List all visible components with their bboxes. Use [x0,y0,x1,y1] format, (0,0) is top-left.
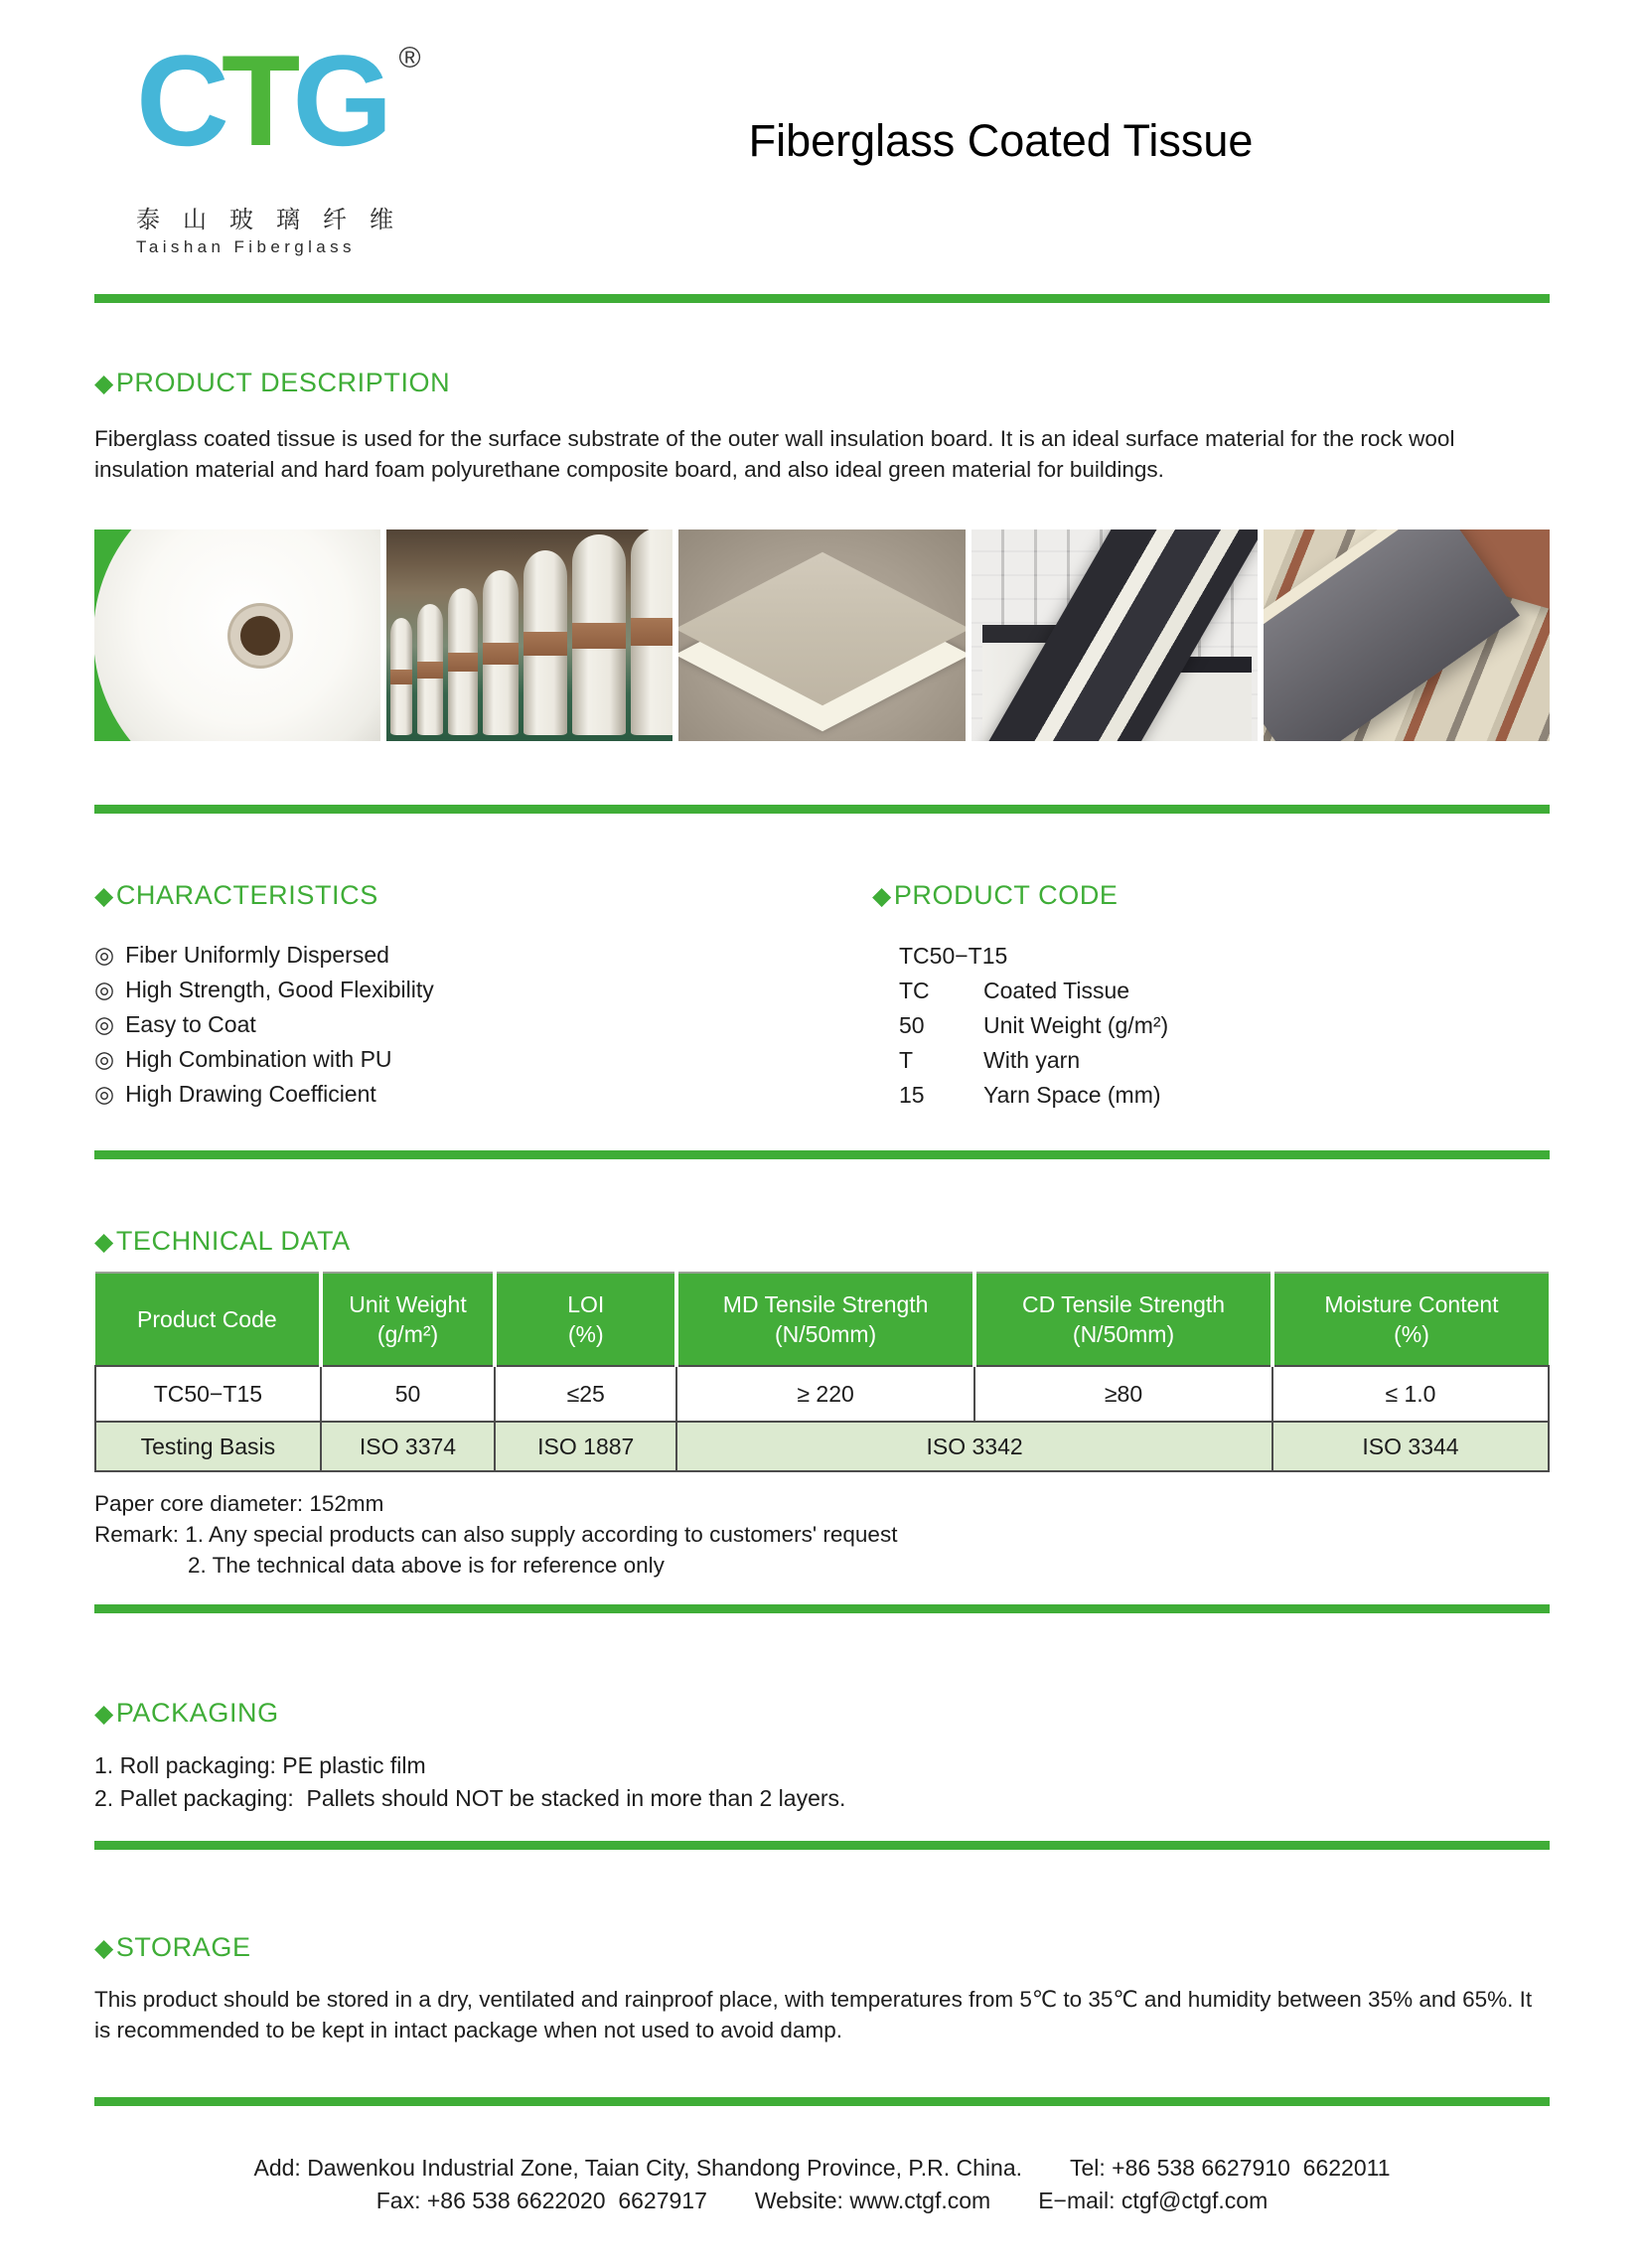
column-header-unit-weight: Unit Weight (g/m²) [321,1273,496,1366]
characteristic-item: ◎ High Combination with PU [94,1042,872,1077]
footer-line-2 [94,2185,1550,2217]
page-title: Fiberglass Coated Tissue [748,115,1254,166]
datasheet-page [0,28,1643,2217]
cell-testing-basis-label: Testing Basis [95,1422,321,1471]
section-heading-storage [94,1931,1550,1964]
registered-mark-icon: ® [398,42,421,75]
cell-iso-3374: ISO 3374 [321,1422,496,1471]
page-header [94,28,1550,258]
photo-boards-close-up [1264,529,1550,741]
product-code-row: 15 Yarn Space (mm) [899,1082,1161,1108]
photo-strip [94,529,1550,741]
logo-letter-c: C [136,28,222,173]
divider [94,805,1550,814]
table-data-row [95,1366,1549,1422]
heading-label: STORAGE [115,1932,251,1962]
footer-website: Website: www.ctgf.com [754,2188,991,2213]
product-code-row: T With yarn [899,1047,1081,1073]
characteristic-item: ◎ Fiber Uniformly Dispersed [94,938,872,973]
characteristic-item: ◎ High Drawing Coefficient [94,1077,872,1112]
characteristics-list [94,938,872,1112]
diamond-icon: ◆ [94,882,114,910]
product-description-text: Fiberglass coated tissue is used for the surface substrate of the outer wall insulation board. It is an ideal surface material for the rock wool insulation material and hard foam polyurethane composite board, and also ideal green material for buildings. [94,426,1455,482]
cell-iso-1887: ISO 1887 [495,1422,676,1471]
diamond-icon: ◆ [94,1700,114,1728]
heading-label: PRODUCT CODE [893,880,1119,910]
column-header-loi: LOI (%) [495,1273,676,1366]
cell-iso-3342: ISO 3342 [676,1422,1272,1471]
logo-letter-g: G [292,28,385,173]
section-heading-packaging [94,1697,1550,1730]
board-wedge-shape [1264,529,1520,741]
divider [94,2097,1550,2106]
cell-moisture: ≤ 1.0 [1272,1366,1549,1422]
diamond-icon: ◆ [94,1934,114,1962]
diamond-icon: ◆ [94,370,114,397]
logo-chinese-name: 泰山玻璃纤维 [136,206,416,233]
section-heading-product-description [94,367,1550,399]
bullseye-bullet-icon: ◎ [94,1081,115,1107]
table-header-row [95,1273,1549,1366]
testing-basis-row [95,1422,1549,1471]
photo-coated-tissue-roll [94,529,380,741]
board-top-face-shape [678,552,965,705]
section-heading-product-code [872,879,1550,912]
divider [94,294,1550,303]
bullseye-bullet-icon: ◎ [94,942,115,968]
technical-data-table [94,1272,1550,1472]
page-footer [94,2152,1550,2217]
note-remark-2: 2. The technical data above is for reference only [188,1553,665,1578]
divider [94,1150,1550,1159]
photo-stacked-boards [971,529,1258,741]
column-header-md-tensile: MD Tensile Strength (N/50mm) [676,1273,974,1366]
footer-address: Add: Dawenkou Industrial Zone, Taian City, Shandong Province, P.R. China. [253,2155,1022,2181]
cell-unit-weight: 50 [321,1366,496,1422]
title-area [406,38,1550,258]
bullseye-bullet-icon: ◎ [94,1011,115,1037]
characteristics-product-code-section [94,879,1550,1113]
heading-label: PACKAGING [115,1698,279,1728]
cell-iso-3344: ISO 3344 [1272,1422,1549,1471]
logo-letter-t: T [221,28,293,173]
logo-ctg-text [136,28,421,199]
note-paper-core: Paper core diameter: 152mm [94,1491,384,1516]
table-notes [94,1488,1550,1581]
photo-composite-board [678,529,965,741]
product-code-row: TC Coated Tissue [899,978,1130,1003]
packaging-item: 2. Pallet packaging: Pallets should NOT be stacked in more than 2 layers. [94,1785,846,1811]
packaging-list [94,1749,1550,1815]
footer-fax: Fax: +86 538 6622020 6627917 [375,2188,707,2213]
section-heading-technical-data [94,1225,1550,1258]
cell-product-code: TC50−T15 [95,1366,321,1422]
product-code-row: 50 Unit Weight (g/m²) [899,1012,1169,1038]
section-heading-characteristics [94,879,872,912]
storage-text: This product should be stored in a dry, ventilated and rainproof place, with temperatures from 5℃ to 35℃ and humidity between 35% and 65%. It is recommended to be kept in intact package when not used to avoid damp. [94,1987,1533,2042]
product-code-block [872,938,1550,1113]
bullseye-bullet-icon: ◎ [94,977,115,1002]
section-characteristics [94,879,872,1113]
heading-label: CHARACTERISTICS [115,880,378,910]
photo-rolls-in-warehouse [386,529,672,741]
cell-md-tensile: ≥ 220 [676,1366,974,1422]
column-header-moisture: Moisture Content (%) [1272,1273,1549,1366]
diamond-icon: ◆ [872,882,892,910]
note-remark-1: Remark: 1. Any special products can also supply according to customers' request [94,1522,898,1547]
column-header-cd-tensile: CD Tensile Strength (N/50mm) [974,1273,1272,1366]
product-code-value: TC50−T15 [899,943,1008,969]
footer-email: E−mail: ctgf@ctgf.com [1038,2188,1269,2213]
characteristic-item: ◎ Easy to Coat [94,1007,872,1042]
cell-cd-tensile: ≥80 [974,1366,1272,1422]
heading-label: TECHNICAL DATA [115,1226,351,1256]
column-header-product-code: Product Code [95,1273,321,1366]
footer-line-1 [94,2152,1550,2185]
characteristic-item: ◎ High Strength, Good Flexibility [94,973,872,1007]
section-product-code [872,879,1550,1113]
brand-logo [136,28,421,258]
heading-label: PRODUCT DESCRIPTION [115,368,451,397]
footer-telephone: Tel: +86 538 6627910 6622011 [1070,2155,1391,2181]
roll-row-shape [386,529,672,735]
diamond-icon: ◆ [94,1228,114,1256]
packaging-item: 1. Roll packaging: PE plastic film [94,1752,426,1778]
divider [94,1604,1550,1613]
tissue-roll-shape [94,529,380,741]
cell-loi: ≤25 [495,1366,676,1422]
divider [94,1841,1550,1850]
bullseye-bullet-icon: ◎ [94,1046,115,1072]
logo-english-name: Taishan Fiberglass [136,237,356,256]
